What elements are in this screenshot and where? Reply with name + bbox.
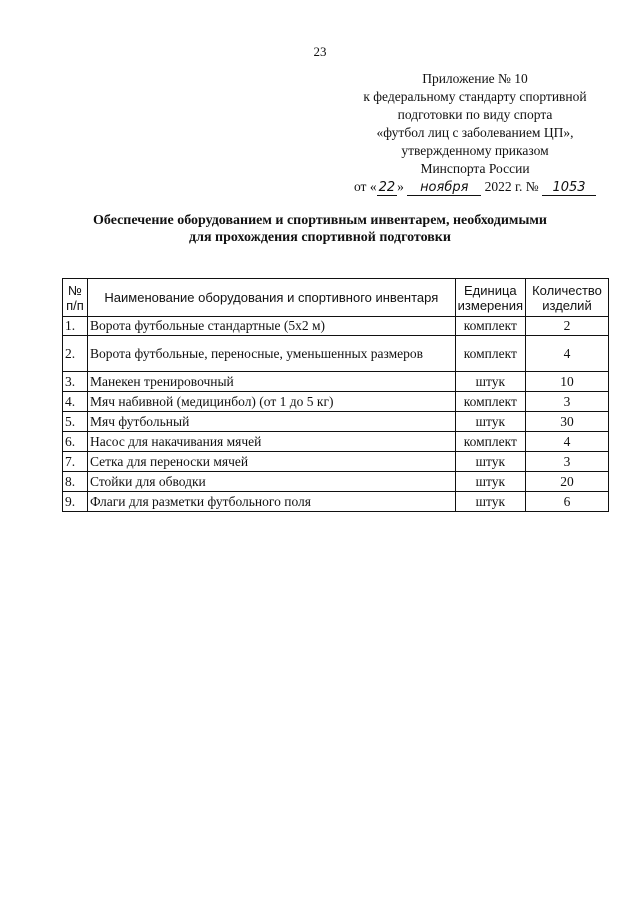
row-unit: штук	[455, 452, 525, 472]
row-unit: комплект	[455, 317, 525, 336]
handwritten-month: ноября	[407, 181, 481, 196]
table-row	[63, 372, 609, 392]
handwritten-day: 22	[378, 180, 396, 195]
row-num: 7.	[63, 452, 88, 472]
appendix-block	[340, 70, 610, 196]
row-unit: штук	[455, 472, 525, 492]
year-text: 2022 г. №	[484, 179, 539, 194]
table-header-row	[63, 279, 609, 317]
table-row	[63, 452, 609, 472]
table-row	[63, 432, 609, 452]
row-name: Сетка для переноски мячей	[88, 452, 456, 472]
row-num: 6.	[63, 432, 88, 452]
row-num: 9.	[63, 492, 88, 512]
table-row	[63, 336, 609, 372]
header-num: № п/п	[63, 279, 88, 317]
date-mid: »	[397, 179, 404, 194]
title-line: Обеспечение оборудованием и спортивным инвентарем, необходимыми	[93, 213, 547, 228]
handwritten-order-number: 1053	[542, 181, 596, 196]
header-unit: Единица измерения	[455, 279, 525, 317]
row-unit: штук	[455, 372, 525, 392]
row-unit: комплект	[455, 432, 525, 452]
order-date-line	[340, 178, 610, 196]
row-name: Насос для накачивания мячей	[88, 432, 456, 452]
appendix-line: утвержденному приказом	[401, 143, 549, 158]
row-name: Стойки для обводки	[88, 472, 456, 492]
header-name: Наименование оборудования и спортивного инвентаря	[88, 279, 456, 317]
table-row	[63, 317, 609, 336]
row-unit: штук	[455, 412, 525, 432]
row-unit: комплект	[455, 336, 525, 372]
document-title	[40, 212, 600, 246]
row-name: Флаги для разметки футбольного поля	[88, 492, 456, 512]
row-num: 2.	[63, 336, 88, 372]
row-qty: 6	[526, 492, 609, 512]
row-qty: 4	[526, 336, 609, 372]
row-name: Ворота футбольные стандартные (5х2 м)	[88, 317, 456, 336]
row-name: Мяч набивной (медицинбол) (от 1 до 5 кг)	[88, 392, 456, 412]
table-row	[63, 492, 609, 512]
row-unit: комплект	[455, 392, 525, 412]
table-row	[63, 472, 609, 492]
row-num: 4.	[63, 392, 88, 412]
page-number: 23	[313, 44, 327, 59]
title-line: для прохождения спортивной подготовки	[189, 230, 451, 245]
row-qty: 20	[526, 472, 609, 492]
appendix-line: Минспорта России	[420, 161, 530, 176]
row-name: Манекен тренировочный	[88, 372, 456, 392]
row-num: 3.	[63, 372, 88, 392]
row-qty: 10	[526, 372, 609, 392]
table-row	[63, 392, 609, 412]
row-num: 1.	[63, 317, 88, 336]
appendix-line: к федеральному стандарту спортивной	[363, 89, 587, 104]
row-name: Мяч футбольный	[88, 412, 456, 432]
row-num: 8.	[63, 472, 88, 492]
date-prefix: от «	[353, 179, 377, 194]
row-unit: штук	[455, 492, 525, 512]
row-qty: 4	[526, 432, 609, 452]
row-qty: 30	[526, 412, 609, 432]
row-name: Ворота футбольные, переносные, уменьшенных размеров	[88, 336, 456, 372]
appendix-line: подготовки по виду спорта	[397, 107, 553, 122]
header-qty: Количество изделий	[526, 279, 609, 317]
equipment-table	[62, 278, 609, 512]
appendix-title: Приложение № 10	[422, 71, 528, 86]
row-num: 5.	[63, 412, 88, 432]
row-qty: 3	[526, 452, 609, 472]
row-qty: 3	[526, 392, 609, 412]
appendix-line: «футбол лиц с заболеванием ЦП»,	[376, 125, 574, 140]
row-qty: 2	[526, 317, 609, 336]
table-row	[63, 412, 609, 432]
